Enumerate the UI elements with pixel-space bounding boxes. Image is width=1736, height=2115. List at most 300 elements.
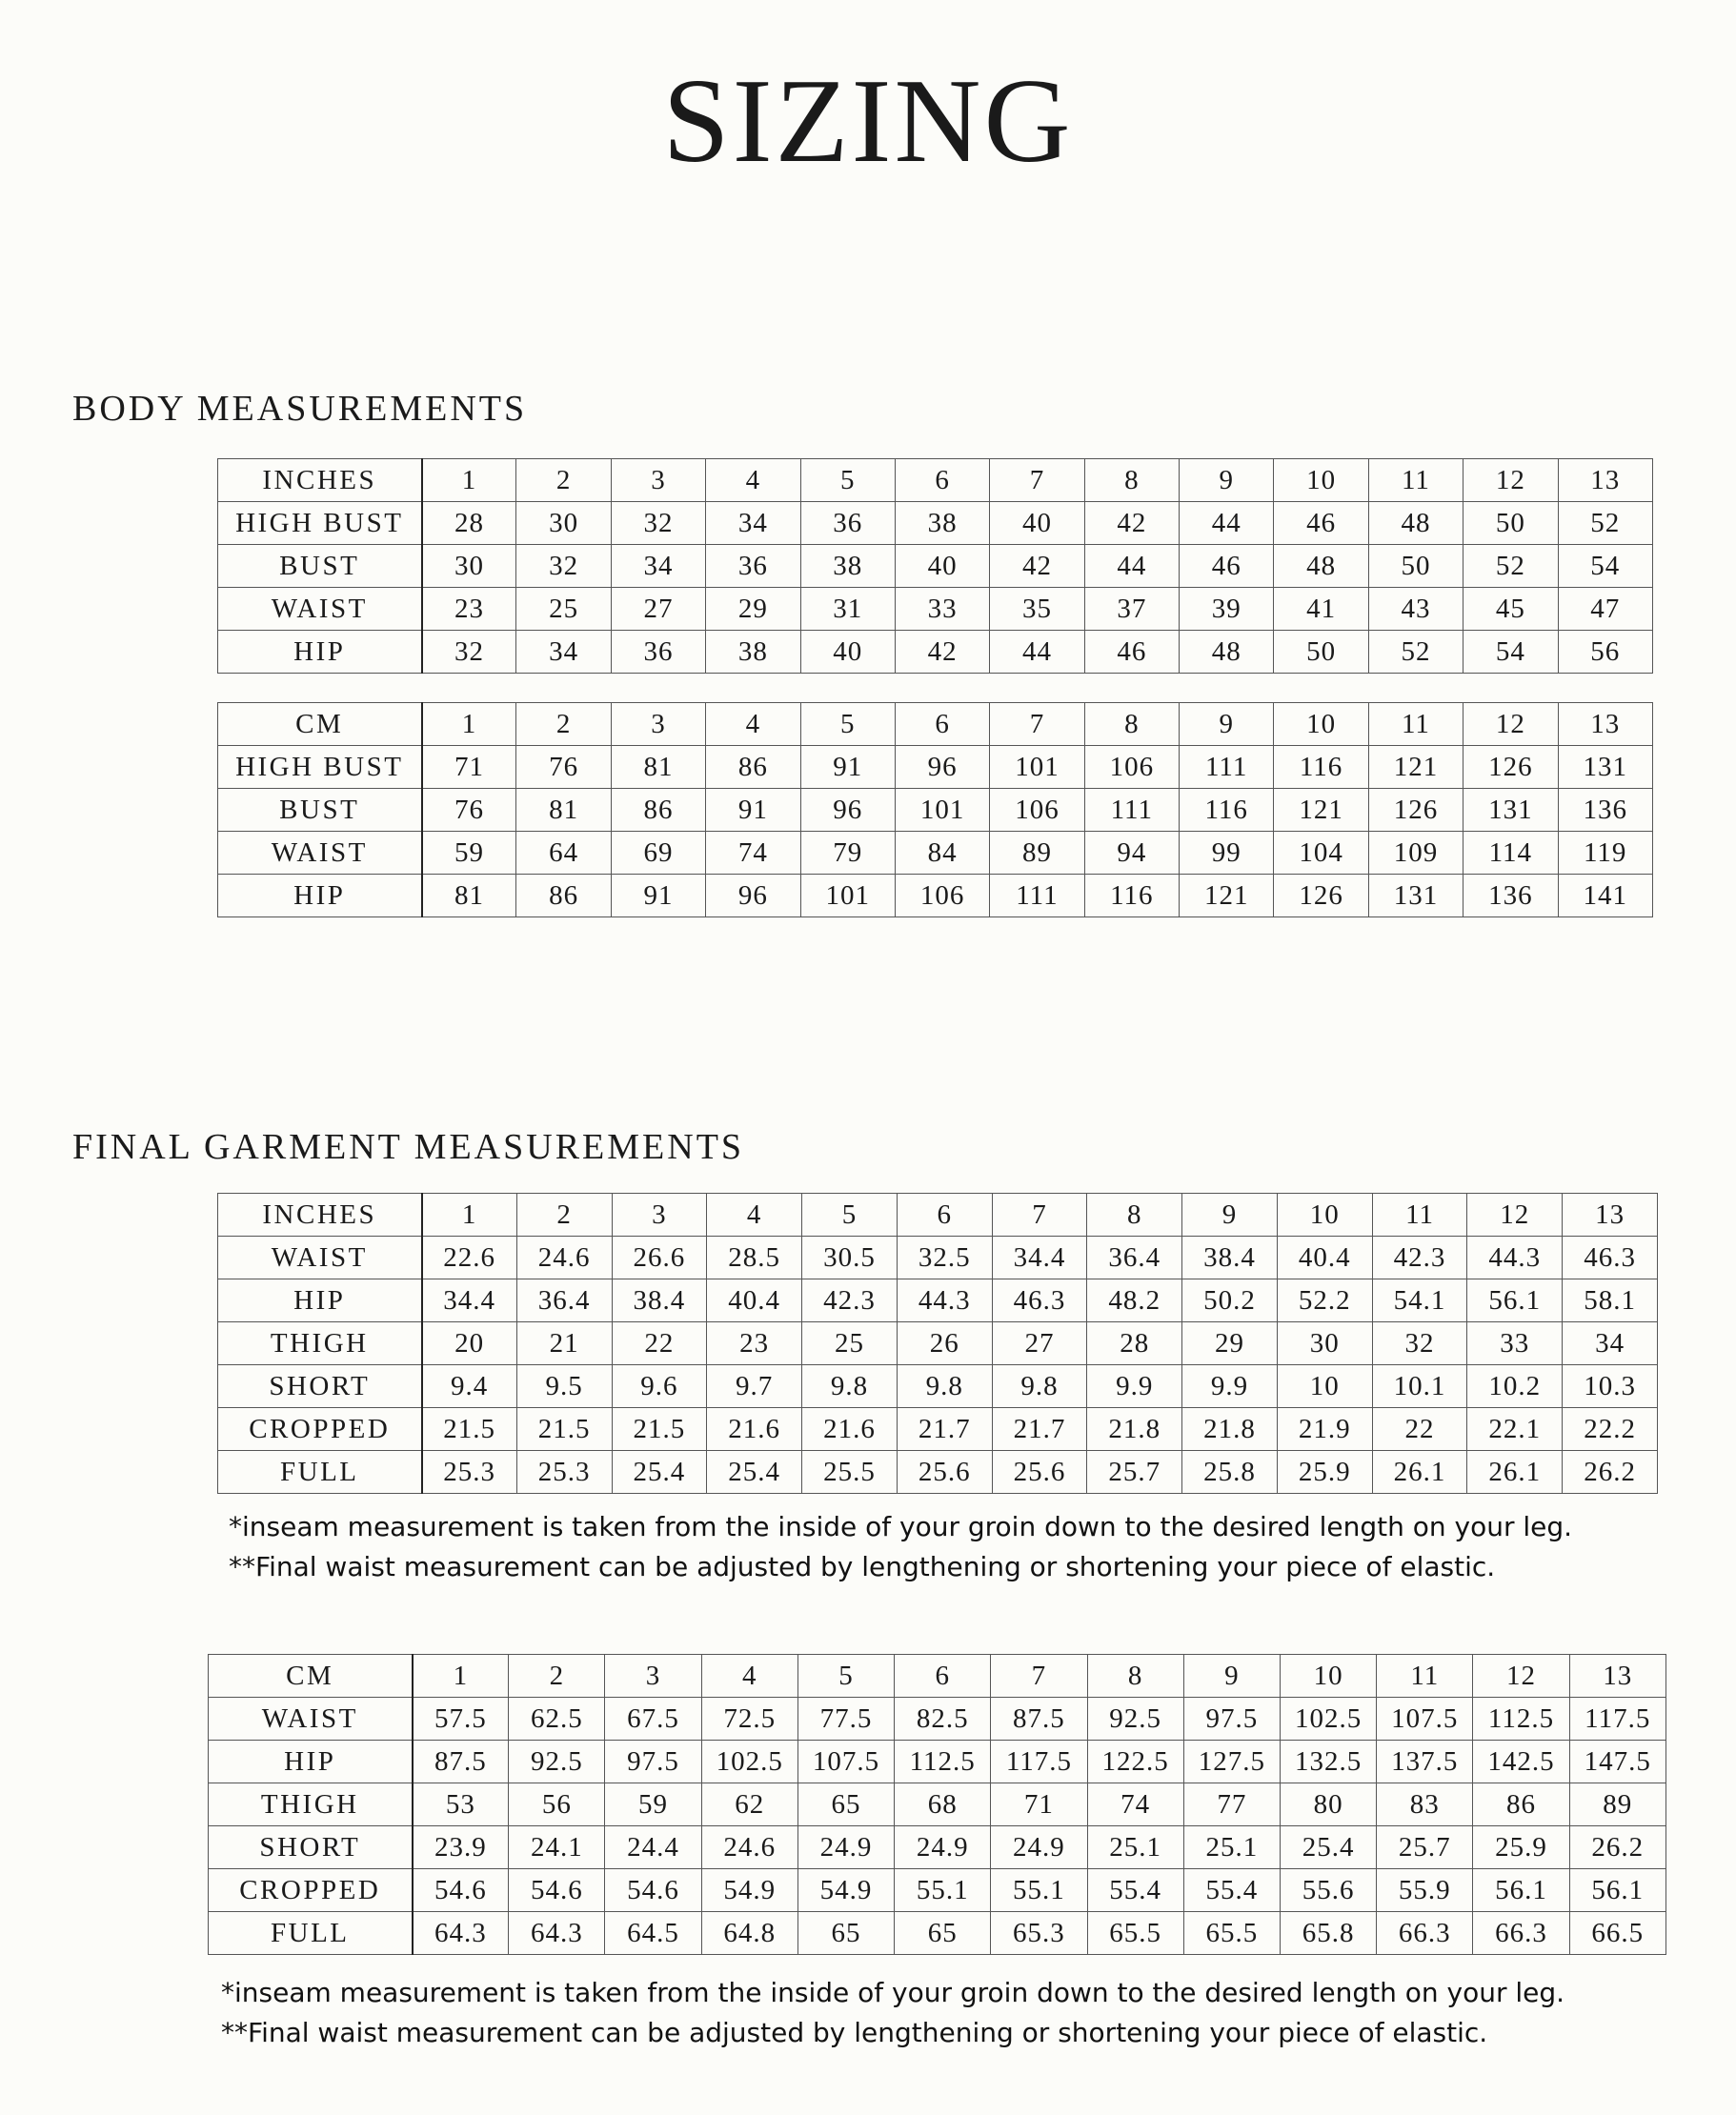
body-measurements-heading: BODY MEASUREMENTS (72, 389, 528, 429)
value-cell: 21 (516, 1322, 612, 1365)
size-header-cell: 8 (1084, 459, 1179, 502)
value-cell: 107.5 (1377, 1698, 1473, 1741)
table-header-row (209, 1655, 1666, 1698)
value-cell: 121 (1368, 746, 1463, 789)
value-cell: 126 (1274, 875, 1368, 917)
value-cell: 74 (706, 832, 800, 875)
value-cell: 44 (1180, 502, 1274, 545)
size-header-cell: 13 (1558, 459, 1652, 502)
value-cell: 67.5 (605, 1698, 701, 1741)
table-row (209, 1741, 1666, 1783)
table-row (218, 832, 1653, 875)
value-cell: 40 (800, 631, 895, 674)
value-cell: 55.9 (1377, 1869, 1473, 1912)
value-cell: 101 (990, 746, 1084, 789)
value-cell: 99 (1180, 832, 1274, 875)
table-header-row (218, 703, 1653, 746)
size-header-cell: 12 (1463, 459, 1558, 502)
table-row (218, 875, 1653, 917)
size-header-cell: 10 (1274, 459, 1368, 502)
value-cell: 127.5 (1183, 1741, 1280, 1783)
value-cell: 83 (1377, 1783, 1473, 1826)
value-cell: 38 (706, 631, 800, 674)
value-cell: 36.4 (516, 1279, 612, 1322)
value-cell: 56.1 (1467, 1279, 1563, 1322)
value-cell: 109 (1368, 832, 1463, 875)
value-cell: 44.3 (1467, 1237, 1563, 1279)
value-cell: 48 (1274, 545, 1368, 588)
body-inches-table (217, 458, 1653, 674)
value-cell: 132.5 (1280, 1741, 1376, 1783)
value-cell: 116 (1180, 789, 1274, 832)
value-cell: 55.4 (1087, 1869, 1183, 1912)
value-cell: 44.3 (897, 1279, 992, 1322)
unit-header-cell: INCHES (218, 1194, 422, 1237)
value-cell: 52 (1463, 545, 1558, 588)
value-cell: 21.5 (422, 1408, 517, 1451)
table-row (209, 1826, 1666, 1869)
size-header-cell: 8 (1087, 1655, 1183, 1698)
value-cell: 38.4 (1182, 1237, 1278, 1279)
value-cell: 32.5 (897, 1237, 992, 1279)
value-cell: 31 (800, 588, 895, 631)
table-row (218, 1237, 1658, 1279)
value-cell: 65.3 (991, 1912, 1087, 1955)
value-cell: 36.4 (1087, 1237, 1182, 1279)
size-header-cell: 6 (895, 1655, 991, 1698)
value-cell: 106 (1084, 746, 1179, 789)
value-cell: 22.1 (1467, 1408, 1563, 1451)
value-cell: 28 (1087, 1322, 1182, 1365)
value-cell: 55.6 (1280, 1869, 1376, 1912)
value-cell: 25.3 (516, 1451, 612, 1494)
size-header-cell: 12 (1473, 1655, 1569, 1698)
value-cell: 97.5 (605, 1741, 701, 1783)
measurement-label-cell: WAIST (218, 588, 422, 631)
size-header-cell: 13 (1569, 1655, 1665, 1698)
value-cell: 9.8 (992, 1365, 1087, 1408)
measurement-label-cell: HIP (218, 631, 422, 674)
garment-cm-table (208, 1654, 1666, 1955)
value-cell: 76 (422, 789, 516, 832)
size-header-cell: 10 (1277, 1194, 1372, 1237)
value-cell: 23 (707, 1322, 802, 1365)
value-cell: 9.6 (612, 1365, 707, 1408)
value-cell: 54.6 (413, 1869, 509, 1912)
value-cell: 40 (990, 502, 1084, 545)
value-cell: 56.1 (1473, 1869, 1569, 1912)
value-cell: 87.5 (991, 1698, 1087, 1741)
value-cell: 79 (800, 832, 895, 875)
size-header-cell: 2 (509, 1655, 605, 1698)
size-header-cell: 12 (1467, 1194, 1563, 1237)
value-cell: 25.1 (1087, 1826, 1183, 1869)
size-header-cell: 9 (1180, 459, 1274, 502)
value-cell: 64.5 (605, 1912, 701, 1955)
measurement-label-cell: CROPPED (209, 1869, 413, 1912)
value-cell: 58.1 (1563, 1279, 1658, 1322)
value-cell: 62.5 (509, 1698, 605, 1741)
value-cell: 71 (991, 1783, 1087, 1826)
size-header-cell: 6 (897, 1194, 992, 1237)
unit-header-cell: INCHES (218, 459, 422, 502)
value-cell: 37 (1084, 588, 1179, 631)
value-cell: 82.5 (895, 1698, 991, 1741)
value-cell: 24.9 (797, 1826, 894, 1869)
value-cell: 21.8 (1182, 1408, 1278, 1451)
value-cell: 54.6 (605, 1869, 701, 1912)
value-cell: 42.3 (1372, 1237, 1467, 1279)
value-cell: 25.9 (1473, 1826, 1569, 1869)
value-cell: 131 (1463, 789, 1558, 832)
value-cell: 96 (800, 789, 895, 832)
value-cell: 48 (1180, 631, 1274, 674)
value-cell: 102.5 (1280, 1698, 1376, 1741)
value-cell: 10 (1277, 1365, 1372, 1408)
size-header-cell: 5 (802, 1194, 898, 1237)
value-cell: 53 (413, 1783, 509, 1826)
value-cell: 97.5 (1183, 1698, 1280, 1741)
size-header-cell: 4 (701, 1655, 797, 1698)
measurement-label-cell: CROPPED (218, 1408, 422, 1451)
value-cell: 106 (895, 875, 989, 917)
table-row (218, 588, 1653, 631)
table-row (218, 746, 1653, 789)
value-cell: 21.8 (1087, 1408, 1182, 1451)
value-cell: 34.4 (992, 1237, 1087, 1279)
value-cell: 52.2 (1277, 1279, 1372, 1322)
value-cell: 112.5 (895, 1741, 991, 1783)
value-cell: 36 (706, 545, 800, 588)
value-cell: 34 (611, 545, 705, 588)
value-cell: 54 (1558, 545, 1652, 588)
value-cell: 137.5 (1377, 1741, 1473, 1783)
value-cell: 40.4 (707, 1279, 802, 1322)
value-cell: 65.8 (1280, 1912, 1376, 1955)
value-cell: 9.7 (707, 1365, 802, 1408)
value-cell: 54 (1463, 631, 1558, 674)
size-header-cell: 5 (800, 703, 895, 746)
value-cell: 86 (706, 746, 800, 789)
value-cell: 25.9 (1277, 1451, 1372, 1494)
size-header-cell: 2 (516, 1194, 612, 1237)
value-cell: 57.5 (413, 1698, 509, 1741)
size-header-cell: 7 (992, 1194, 1087, 1237)
value-cell: 91 (706, 789, 800, 832)
value-cell: 56.1 (1569, 1869, 1665, 1912)
value-cell: 69 (611, 832, 705, 875)
size-header-cell: 6 (895, 459, 989, 502)
value-cell: 62 (701, 1783, 797, 1826)
value-cell: 25.4 (1280, 1826, 1376, 1869)
value-cell: 66.3 (1377, 1912, 1473, 1955)
size-header-cell: 1 (413, 1655, 509, 1698)
value-cell: 32 (422, 631, 516, 674)
value-cell: 81 (611, 746, 705, 789)
value-cell: 34.4 (422, 1279, 517, 1322)
value-cell: 25.6 (992, 1451, 1087, 1494)
value-cell: 65 (895, 1912, 991, 1955)
value-cell: 9.9 (1087, 1365, 1182, 1408)
value-cell: 24.1 (509, 1826, 605, 1869)
value-cell: 21.7 (992, 1408, 1087, 1451)
value-cell: 121 (1274, 789, 1368, 832)
value-cell: 25.1 (1183, 1826, 1280, 1869)
table-row (209, 1783, 1666, 1826)
value-cell: 21.5 (516, 1408, 612, 1451)
value-cell: 32 (516, 545, 611, 588)
measurement-label-cell: THIGH (218, 1322, 422, 1365)
value-cell: 24.6 (516, 1237, 612, 1279)
value-cell: 50.2 (1182, 1279, 1278, 1322)
value-cell: 25.7 (1087, 1451, 1182, 1494)
table-row (218, 545, 1653, 588)
value-cell: 42 (990, 545, 1084, 588)
value-cell: 77 (1183, 1783, 1280, 1826)
value-cell: 25.4 (612, 1451, 707, 1494)
value-cell: 55.4 (1183, 1869, 1280, 1912)
table-row (218, 1279, 1658, 1322)
value-cell: 56 (509, 1783, 605, 1826)
size-header-cell: 7 (990, 703, 1084, 746)
size-header-cell: 1 (422, 1194, 517, 1237)
value-cell: 141 (1558, 875, 1652, 917)
table-row (209, 1912, 1666, 1955)
measurement-label-cell: WAIST (218, 1237, 422, 1279)
value-cell: 91 (800, 746, 895, 789)
measurement-label-cell: WAIST (209, 1698, 413, 1741)
size-header-cell: 9 (1182, 1194, 1278, 1237)
garment-cm-note-elastic: **Final waist measurement can be adjusted by lengthening or shortening your piece of elastic. (221, 2017, 1488, 2048)
value-cell: 28.5 (707, 1237, 802, 1279)
measurement-label-cell: BUST (218, 545, 422, 588)
size-header-cell: 13 (1558, 703, 1652, 746)
size-header-cell: 3 (611, 703, 705, 746)
value-cell: 29 (706, 588, 800, 631)
value-cell: 22.6 (422, 1237, 517, 1279)
value-cell: 64 (516, 832, 611, 875)
value-cell: 34 (706, 502, 800, 545)
value-cell: 54.1 (1372, 1279, 1467, 1322)
value-cell: 104 (1274, 832, 1368, 875)
size-header-cell: 7 (991, 1655, 1087, 1698)
size-header-cell: 1 (422, 459, 516, 502)
value-cell: 112.5 (1473, 1698, 1569, 1741)
value-cell: 50 (1368, 545, 1463, 588)
value-cell: 22.2 (1563, 1408, 1658, 1451)
measurement-label-cell: WAIST (218, 832, 422, 875)
value-cell: 111 (1084, 789, 1179, 832)
value-cell: 44 (1084, 545, 1179, 588)
table-row (218, 789, 1653, 832)
size-header-cell: 1 (422, 703, 516, 746)
size-header-cell: 13 (1563, 1194, 1658, 1237)
value-cell: 9.9 (1182, 1365, 1278, 1408)
size-header-cell: 6 (895, 703, 989, 746)
value-cell: 10.2 (1467, 1365, 1563, 1408)
table-row (218, 1365, 1658, 1408)
value-cell: 114 (1463, 832, 1558, 875)
value-cell: 21.6 (802, 1408, 898, 1451)
table-row (218, 1451, 1658, 1494)
value-cell: 38 (800, 545, 895, 588)
size-header-cell: 11 (1368, 703, 1463, 746)
table-row (209, 1869, 1666, 1912)
value-cell: 116 (1274, 746, 1368, 789)
size-header-cell: 3 (612, 1194, 707, 1237)
value-cell: 102.5 (701, 1741, 797, 1783)
value-cell: 9.4 (422, 1365, 517, 1408)
value-cell: 40.4 (1277, 1237, 1372, 1279)
size-header-cell: 3 (605, 1655, 701, 1698)
value-cell: 46.3 (992, 1279, 1087, 1322)
size-header-cell: 11 (1377, 1655, 1473, 1698)
value-cell: 64.3 (413, 1912, 509, 1955)
value-cell: 29 (1182, 1322, 1278, 1365)
value-cell: 25.5 (802, 1451, 898, 1494)
value-cell: 87.5 (413, 1741, 509, 1783)
size-header-cell: 11 (1372, 1194, 1467, 1237)
size-header-cell: 8 (1084, 703, 1179, 746)
size-header-cell: 10 (1280, 1655, 1376, 1698)
garment-inches-table (217, 1193, 1658, 1494)
measurement-label-cell: HIP (218, 1279, 422, 1322)
size-header-cell: 4 (706, 459, 800, 502)
value-cell: 32 (1372, 1322, 1467, 1365)
value-cell: 26.2 (1563, 1451, 1658, 1494)
value-cell: 116 (1084, 875, 1179, 917)
value-cell: 101 (895, 789, 989, 832)
table-header-row (218, 1194, 1658, 1237)
size-header-cell: 11 (1368, 459, 1463, 502)
table-row (218, 502, 1653, 545)
value-cell: 33 (1467, 1322, 1563, 1365)
value-cell: 23 (422, 588, 516, 631)
value-cell: 34 (516, 631, 611, 674)
value-cell: 81 (516, 789, 611, 832)
size-header-cell: 3 (611, 459, 705, 502)
value-cell: 84 (895, 832, 989, 875)
value-cell: 59 (605, 1783, 701, 1826)
value-cell: 36 (611, 631, 705, 674)
value-cell: 22 (612, 1322, 707, 1365)
value-cell: 50 (1274, 631, 1368, 674)
value-cell: 39 (1180, 588, 1274, 631)
value-cell: 131 (1368, 875, 1463, 917)
value-cell: 66.3 (1473, 1912, 1569, 1955)
value-cell: 117.5 (991, 1741, 1087, 1783)
value-cell: 55.1 (895, 1869, 991, 1912)
value-cell: 74 (1087, 1783, 1183, 1826)
value-cell: 25 (516, 588, 611, 631)
garment-cm-note-inseam: *inseam measurement is taken from the inside of your groin down to the desired length on your leg. (221, 1977, 1565, 2008)
value-cell: 91 (611, 875, 705, 917)
measurement-label-cell: SHORT (218, 1365, 422, 1408)
value-cell: 46 (1084, 631, 1179, 674)
value-cell: 24.9 (895, 1826, 991, 1869)
value-cell: 26 (897, 1322, 992, 1365)
value-cell: 46 (1274, 502, 1368, 545)
value-cell: 111 (990, 875, 1084, 917)
table-header-row (218, 459, 1653, 502)
value-cell: 38 (895, 502, 989, 545)
value-cell: 80 (1280, 1783, 1376, 1826)
value-cell: 81 (422, 875, 516, 917)
value-cell: 46 (1180, 545, 1274, 588)
size-header-cell: 9 (1183, 1655, 1280, 1698)
value-cell: 65 (797, 1783, 894, 1826)
value-cell: 52 (1368, 631, 1463, 674)
value-cell: 71 (422, 746, 516, 789)
value-cell: 68 (895, 1783, 991, 1826)
value-cell: 126 (1368, 789, 1463, 832)
value-cell: 9.5 (516, 1365, 612, 1408)
value-cell: 72.5 (701, 1698, 797, 1741)
size-header-cell: 4 (706, 703, 800, 746)
table-row (218, 1408, 1658, 1451)
value-cell: 94 (1084, 832, 1179, 875)
value-cell: 21.6 (707, 1408, 802, 1451)
value-cell: 50 (1463, 502, 1558, 545)
value-cell: 26.1 (1372, 1451, 1467, 1494)
value-cell: 48.2 (1087, 1279, 1182, 1322)
value-cell: 24.6 (701, 1826, 797, 1869)
size-header-cell: 5 (797, 1655, 894, 1698)
measurement-label-cell: HIP (218, 875, 422, 917)
unit-header-cell: CM (218, 703, 422, 746)
value-cell: 92.5 (509, 1741, 605, 1783)
value-cell: 136 (1558, 789, 1652, 832)
value-cell: 65.5 (1183, 1912, 1280, 1955)
value-cell: 33 (895, 588, 989, 631)
size-header-cell: 5 (800, 459, 895, 502)
garment-measurements-heading: FINAL GARMENT MEASUREMENTS (72, 1127, 745, 1167)
value-cell: 64.3 (509, 1912, 605, 1955)
measurement-label-cell: HIGH BUST (218, 746, 422, 789)
value-cell: 59 (422, 832, 516, 875)
size-header-cell: 7 (990, 459, 1084, 502)
value-cell: 9.8 (897, 1365, 992, 1408)
value-cell: 89 (990, 832, 1084, 875)
value-cell: 28 (422, 502, 516, 545)
value-cell: 65.5 (1087, 1912, 1183, 1955)
size-header-cell: 9 (1180, 703, 1274, 746)
value-cell: 21.7 (897, 1408, 992, 1451)
value-cell: 25 (802, 1322, 898, 1365)
value-cell: 24.4 (605, 1826, 701, 1869)
value-cell: 34 (1563, 1322, 1658, 1365)
measurement-label-cell: SHORT (209, 1826, 413, 1869)
value-cell: 77.5 (797, 1698, 894, 1741)
value-cell: 25.7 (1377, 1826, 1473, 1869)
value-cell: 25.3 (422, 1451, 517, 1494)
value-cell: 30.5 (802, 1237, 898, 1279)
size-header-cell: 10 (1274, 703, 1368, 746)
value-cell: 126 (1463, 746, 1558, 789)
value-cell: 35 (990, 588, 1084, 631)
table-row (218, 1322, 1658, 1365)
value-cell: 30 (422, 545, 516, 588)
value-cell: 136 (1463, 875, 1558, 917)
value-cell: 101 (800, 875, 895, 917)
value-cell: 10.3 (1563, 1365, 1658, 1408)
measurement-label-cell: HIGH BUST (218, 502, 422, 545)
value-cell: 30 (1277, 1322, 1372, 1365)
measurement-label-cell: FULL (218, 1451, 422, 1494)
value-cell: 26.2 (1569, 1826, 1665, 1869)
value-cell: 147.5 (1569, 1741, 1665, 1783)
value-cell: 107.5 (797, 1741, 894, 1783)
